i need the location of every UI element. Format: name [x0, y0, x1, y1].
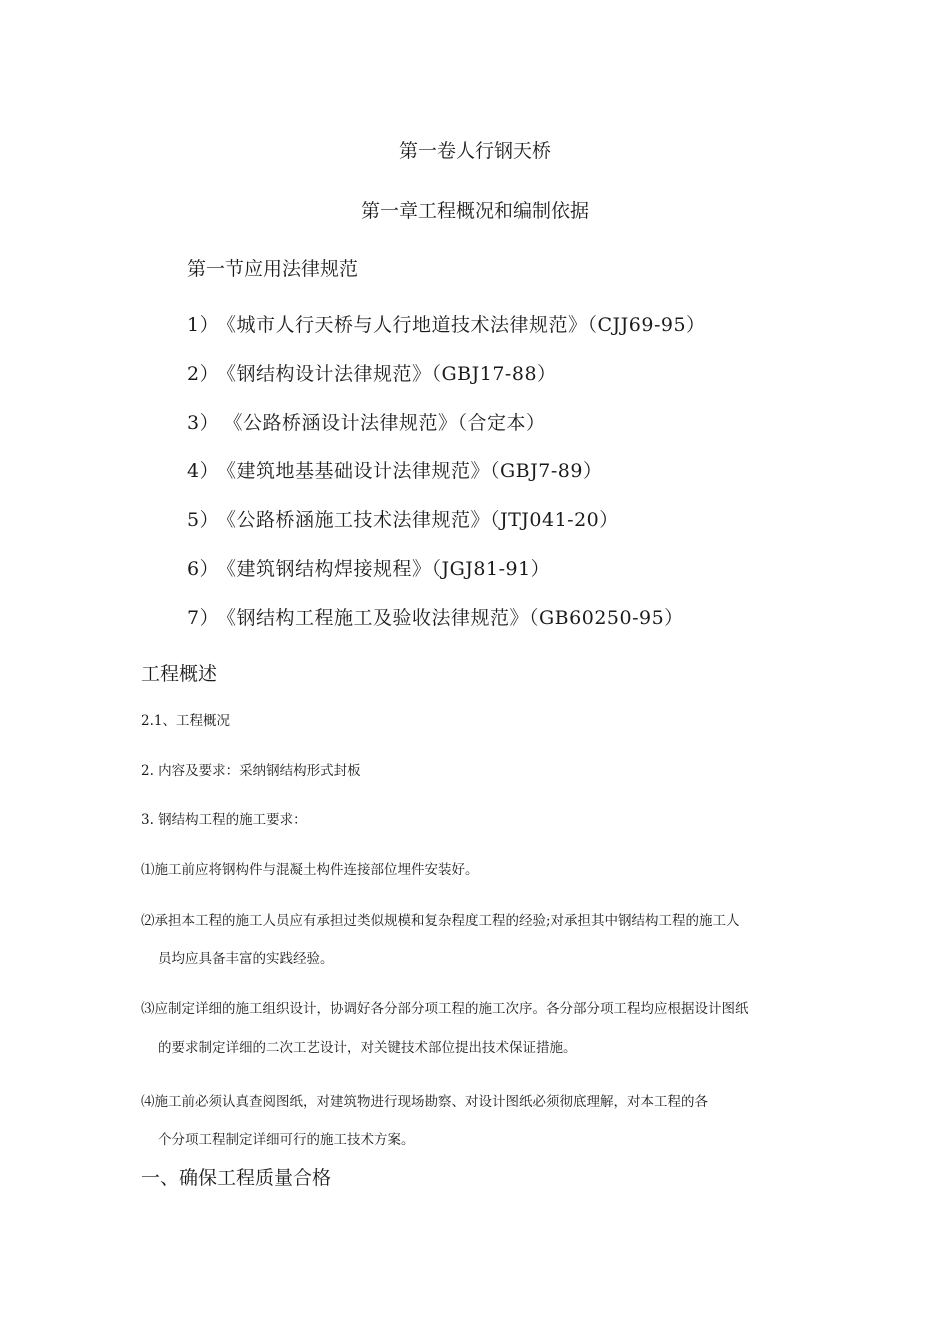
section-title: 第一节应用法律规范: [187, 258, 359, 280]
requirement-line: ⑵承担本工程的施工人员应有承担过类似规模和复杂程度工程的经验;对承担其中钢结构工程的施工人: [141, 913, 740, 929]
standard-item: 1）《城市人行天桥与人行地道技术法律规范》（CJJ69-95）: [187, 314, 706, 336]
standard-item: 2）《钢结构设计法律规范》（GBJ17-88）: [187, 363, 557, 385]
requirement-line: ⑷施工前必须认真查阅图纸，对建筑物进行现场勘察、对设计图纸必须彻底理解，对本工程的各: [141, 1094, 708, 1110]
requirement-line: 个分项工程制定详细可行的施工技术方案。: [158, 1132, 415, 1148]
volume-title: 第一卷人行钢天桥: [398, 140, 551, 162]
overview-item: 3. 钢结构工程的施工要求：: [141, 812, 307, 828]
overview-heading: 工程概述: [141, 663, 218, 685]
overview-item: 2.1、工程概况: [141, 713, 230, 729]
standard-item: 5）《公路桥涵施工技术法律规范》（JTJ041-20）: [187, 509, 619, 531]
standard-item: 3） 《公路桥涵设计法律规范》（合定本）: [187, 412, 546, 434]
standard-item: 6）《建筑钢结构焊接规程》（JGJ81-91）: [187, 558, 551, 580]
standard-item: 4）《建筑地基基础设计法律规范》（GBJ7-89）: [187, 460, 603, 482]
overview-item: 2. 内容及要求：采纳钢结构形式封板: [141, 763, 361, 779]
requirement-line: 员均应具备丰富的实践经验。: [158, 951, 334, 967]
requirement-line: ⑶应制定详细的施工组织设计，协调好各分部分项工程的施工次序。各分部分项工程均应根据设计图纸: [141, 1001, 749, 1017]
requirement-line: ⑴施工前应将钢构件与混凝土构件连接部位埋件安装好。: [141, 862, 479, 878]
requirement-line: 的要求制定详细的二次工艺设计，对关键技术部位提出技术保证措施。: [158, 1040, 577, 1056]
standard-item: 7）《钢结构工程施工及验收法律规范》（GB60250-95）: [187, 607, 684, 629]
chapter-title: 第一章工程概况和编制依据: [360, 200, 589, 222]
quality-heading: 一、确保工程质量合格: [141, 1167, 332, 1189]
